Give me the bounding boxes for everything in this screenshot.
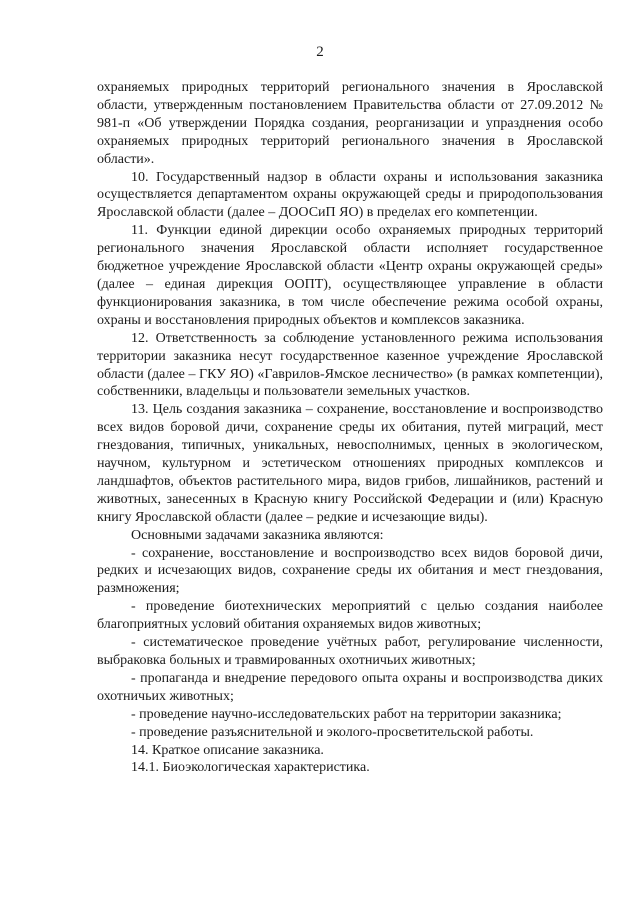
task-list-item: - проведение разъяснительной и эколого-просветительской работы. bbox=[131, 724, 534, 740]
task-list-item: - проведение научно-исследовательских работ на территории заказника; bbox=[131, 706, 562, 722]
page-number: 2 bbox=[316, 44, 324, 60]
paragraph-item-12: 12. Ответственность за соблюдение установленного режима использования территории заказника несут государственное казенное учреждение Ярославской области (далее – ГКУ ЯО) «Гаврилов-Ямское лесничество» (в рамках компетенции), собственники, владельцы и пользователи земельных участков. bbox=[97, 330, 603, 400]
document-body bbox=[97, 79, 603, 777]
paragraph-continuation: охраняемых природных территорий регионального значения в Ярославской области, утвержденным постановлением Правительства области от 27.09.2012 № 981-п «Об утверждении Порядка создания, реорганизации и упразднения особо охраняемых природных территорий регионального значения в Ярославской области». bbox=[97, 80, 603, 167]
paragraph-item-10: 10. Государственный надзор в области охраны и использования заказника осуществляется департаментом охраны окружающей среды и природопользования Ярославской области (далее – ДООСиП ЯО) в пределах его компетенции. bbox=[97, 169, 603, 221]
task-list-item: - сохранение, восстановление и воспроизводство всех видов боровой дичи, редких и исчезающих видов, сохранение среды их обитания и мест гнездования, размножения; bbox=[97, 545, 603, 597]
section-heading-14-1: 14.1. Биоэкологическая характеристика. bbox=[131, 760, 370, 776]
task-list-item: - пропаганда и внедрение передового опыта охраны и воспроизводства диких охотничьих животных; bbox=[97, 670, 603, 704]
paragraph-item-13: 13. Цель создания заказника – сохранение, восстановление и воспроизводство всех видов боровой дичи, сохранение среды их обитания, путей миграций, мест гнездования, типичных, уникальных, невосполнимых, ценных в экологическом, научном, культурном и эстетическом отношениях природных комплексов и ландшафтов, объектов растительного мира, видов грибов, лишайников, растений и животных, занесенных в Красную книгу Российской Федерации и (или) Красную книгу Ярославской области (далее – редкие и исчезающие виды). bbox=[97, 402, 603, 525]
section-heading-14: 14. Краткое описание заказника. bbox=[131, 742, 324, 758]
task-list-item: - систематическое проведение учётных работ, регулирование численности, выбраковка больных и травмированных охотничьих животных; bbox=[97, 635, 603, 668]
task-list-item: - проведение биотехнических мероприятий с целью создания наиболее благоприятных условий обитания охраняемых видов животных; bbox=[97, 599, 603, 633]
paragraph-item-11: 11. Функции единой дирекции особо охраняемых природных территорий регионального значения Ярославской области исполняет государственное бюджетное учреждение Ярославской области «Центр охраны окружающей среды» (далее – единая дирекция ООПТ), осуществляющее управление в области функционирования заказника, в том числе обеспечение режима особой охраны, охраны и восстановления природных объектов и комплексов заказника. bbox=[97, 223, 603, 328]
tasks-heading: Основными задачами заказника являются: bbox=[131, 527, 384, 543]
